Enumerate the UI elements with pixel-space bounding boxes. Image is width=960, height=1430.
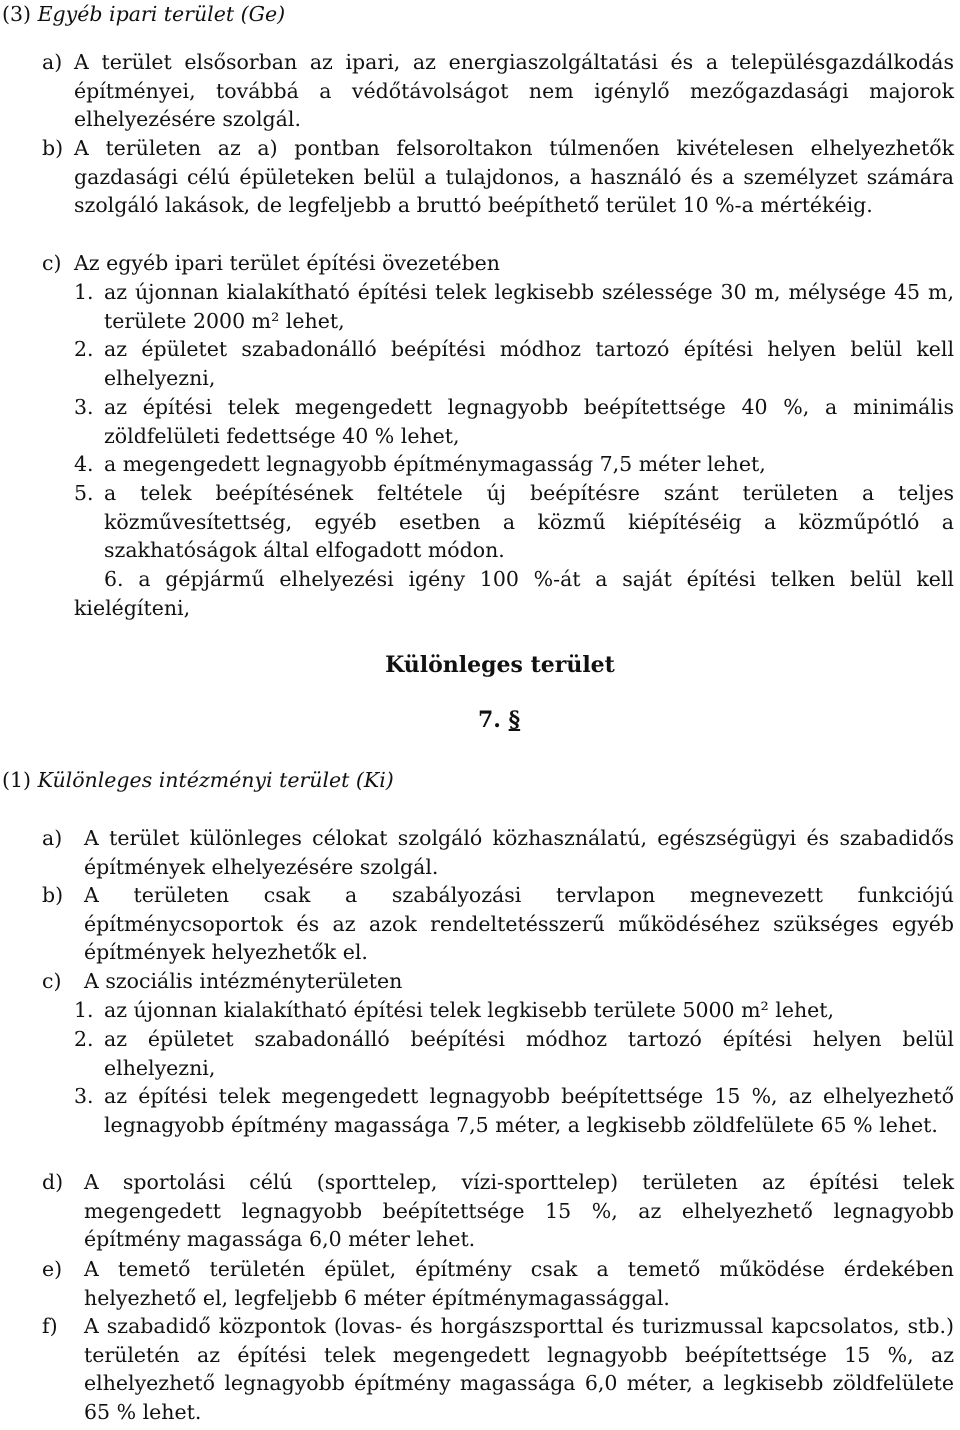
- section-title: Egyéb ipari terület (Ge): [37, 2, 286, 26]
- sub-item-4: [74, 450, 954, 479]
- sub-item-1: [74, 996, 954, 1025]
- item-text: A terület elsősorban az ipari, az energiaszolgáltatási és a településgazdálkodás építményei, továbbá a védőtávolságot nem igénylő mezőgazdasági majorok elhelyezésére szolgál.: [74, 50, 954, 132]
- list-item-e: [42, 1255, 954, 1312]
- sub-item-label: 6.: [104, 567, 124, 591]
- list-item-c: [42, 967, 954, 996]
- sub-item-5: [74, 479, 954, 565]
- section-heading-ki: [2, 766, 394, 795]
- sub-item-1: [74, 278, 954, 335]
- list-item-f: [42, 1312, 954, 1426]
- item-label: e): [42, 1257, 63, 1281]
- item-text: A területen csak a szabályozási tervlapon megnevezett funkciójú építménycsoportok és az azok rendeltetésszerű működéséhez szükséges egyéb építmények helyezhetők el.: [84, 883, 954, 965]
- sub-item-label: 1.: [74, 280, 94, 304]
- list-item-a: [42, 824, 954, 881]
- list-item-b: [42, 134, 954, 220]
- section-heading-ge: [2, 0, 285, 29]
- item-label: c): [42, 969, 62, 993]
- item-text: A szociális intézményterületen: [84, 969, 403, 993]
- section-title: Különleges intézményi terület (Ki): [37, 768, 394, 792]
- sub-item-label: 3.: [74, 395, 94, 419]
- sub-item-label: 2.: [74, 1027, 94, 1051]
- item-text: A sportolási célú (sporttelep, vízi-sporttelep) területen az építési telek megengedett legnagyobb beépítettsége 15 %, az elhelyezhető legnagyobb építmény magassága 6,0 méter lehet.: [84, 1170, 954, 1252]
- sub-item-text: az újonnan kialakítható építési telek legkisebb területe 5000 m² lehet,: [104, 998, 835, 1022]
- sub-item-2: [74, 1025, 954, 1082]
- item-text: A szabadidő központok (lovas- és horgászsporttal és turizmussal kapcsolatos, stb.) területén az építési telek megengedett legnagyobb beépítettsége 15 %, az elhelyezhető legnagyobb építmény magassága 6,0 méter, a legkisebb zöldfelülete 65 % lehet.: [84, 1314, 954, 1424]
- item-label: b): [42, 136, 64, 160]
- sub-item-text: az építési telek megengedett legnagyobb beépítettsége 15 %, az elhelyezhető legnagyobb építmény magassága 7,5 méter, a legkisebb zöldfelülete 65 % lehet.: [104, 1084, 954, 1137]
- sub-item-label: 2.: [74, 337, 94, 361]
- sub-item-3: [74, 1082, 954, 1139]
- item-text: Az egyéb ipari terület építési övezetében: [74, 251, 500, 275]
- item-label: b): [42, 883, 64, 907]
- item-label: c): [42, 251, 62, 275]
- section-number: (3): [2, 2, 32, 26]
- item-label: a): [42, 50, 63, 74]
- item-text: A terület különleges célokat szolgáló közhasználatú, egészségügyi és szabadidős építmények elhelyezésére szolgál.: [84, 826, 954, 879]
- sub-item-text: az épületet szabadonálló beépítési módhoz tartozó építési helyen belül elhelyezni,: [104, 1027, 954, 1080]
- paragraph-number-value: 7.: [478, 707, 501, 733]
- item-label: f): [42, 1314, 58, 1338]
- paragraph-number: [478, 706, 520, 735]
- sub-item-label: 1.: [74, 998, 94, 1022]
- sub-item-text: az újonnan kialakítható építési telek legkisebb szélessége 30 m, mélysége 45 m, területe 2000 m² lehet,: [104, 280, 954, 333]
- list-item-d: [42, 1168, 954, 1254]
- sub-item-body: a gépjármű elhelyezési igény 100 %-át a saját építési telken belül kell kielégíteni,: [74, 567, 954, 620]
- sub-item-text: az építési telek megengedett legnagyobb beépítettsége 40 %, a minimális zöldfelületi fedettsége 40 % lehet,: [104, 395, 954, 448]
- sub-item-text: [74, 565, 954, 622]
- item-text: A temető területén épület, építmény csak a temető működése érdekében helyezhető el, legfeljebb 6 méter építménymagassággal.: [84, 1257, 954, 1310]
- list-item-c: [42, 249, 954, 278]
- sub-item-text: a telek beépítésének feltétele új beépítésre szánt területen a teljes közművesítettség, egyéb esetben a közmű kiépítéséig a közműpótló a szakhatóságok által elfogadott módon.: [104, 481, 954, 563]
- sub-item-text: az épületet szabadonálló beépítési módhoz tartozó építési helyen belül kell elhelyezni,: [104, 337, 954, 390]
- sub-item-label: 5.: [74, 481, 94, 505]
- section-number: (1): [2, 768, 32, 792]
- sub-item-label: 3.: [74, 1084, 94, 1108]
- item-label: d): [42, 1170, 64, 1194]
- section-sign: §: [508, 707, 521, 733]
- item-label: a): [42, 826, 63, 850]
- sub-item-6: [74, 565, 954, 622]
- sub-item-text: a megengedett legnagyobb építménymagasság 7,5 méter lehet,: [104, 452, 766, 476]
- section-title-special-area: Különleges terület: [385, 652, 615, 678]
- list-item-a: [42, 48, 954, 134]
- list-item-b: [42, 881, 954, 967]
- sub-item-2: [74, 335, 954, 392]
- sub-item-label: 4.: [74, 452, 94, 476]
- item-text: A területen az a) pontban felsoroltakon túlmenően kivételesen elhelyezhetők gazdasági célú épületeken belül a tulajdonos, a használó és a személyzet számára szolgáló lakások, de legfeljebb a bruttó beépíthető terület 10 %-a mértékéig.: [74, 136, 954, 218]
- sub-item-3: [74, 393, 954, 450]
